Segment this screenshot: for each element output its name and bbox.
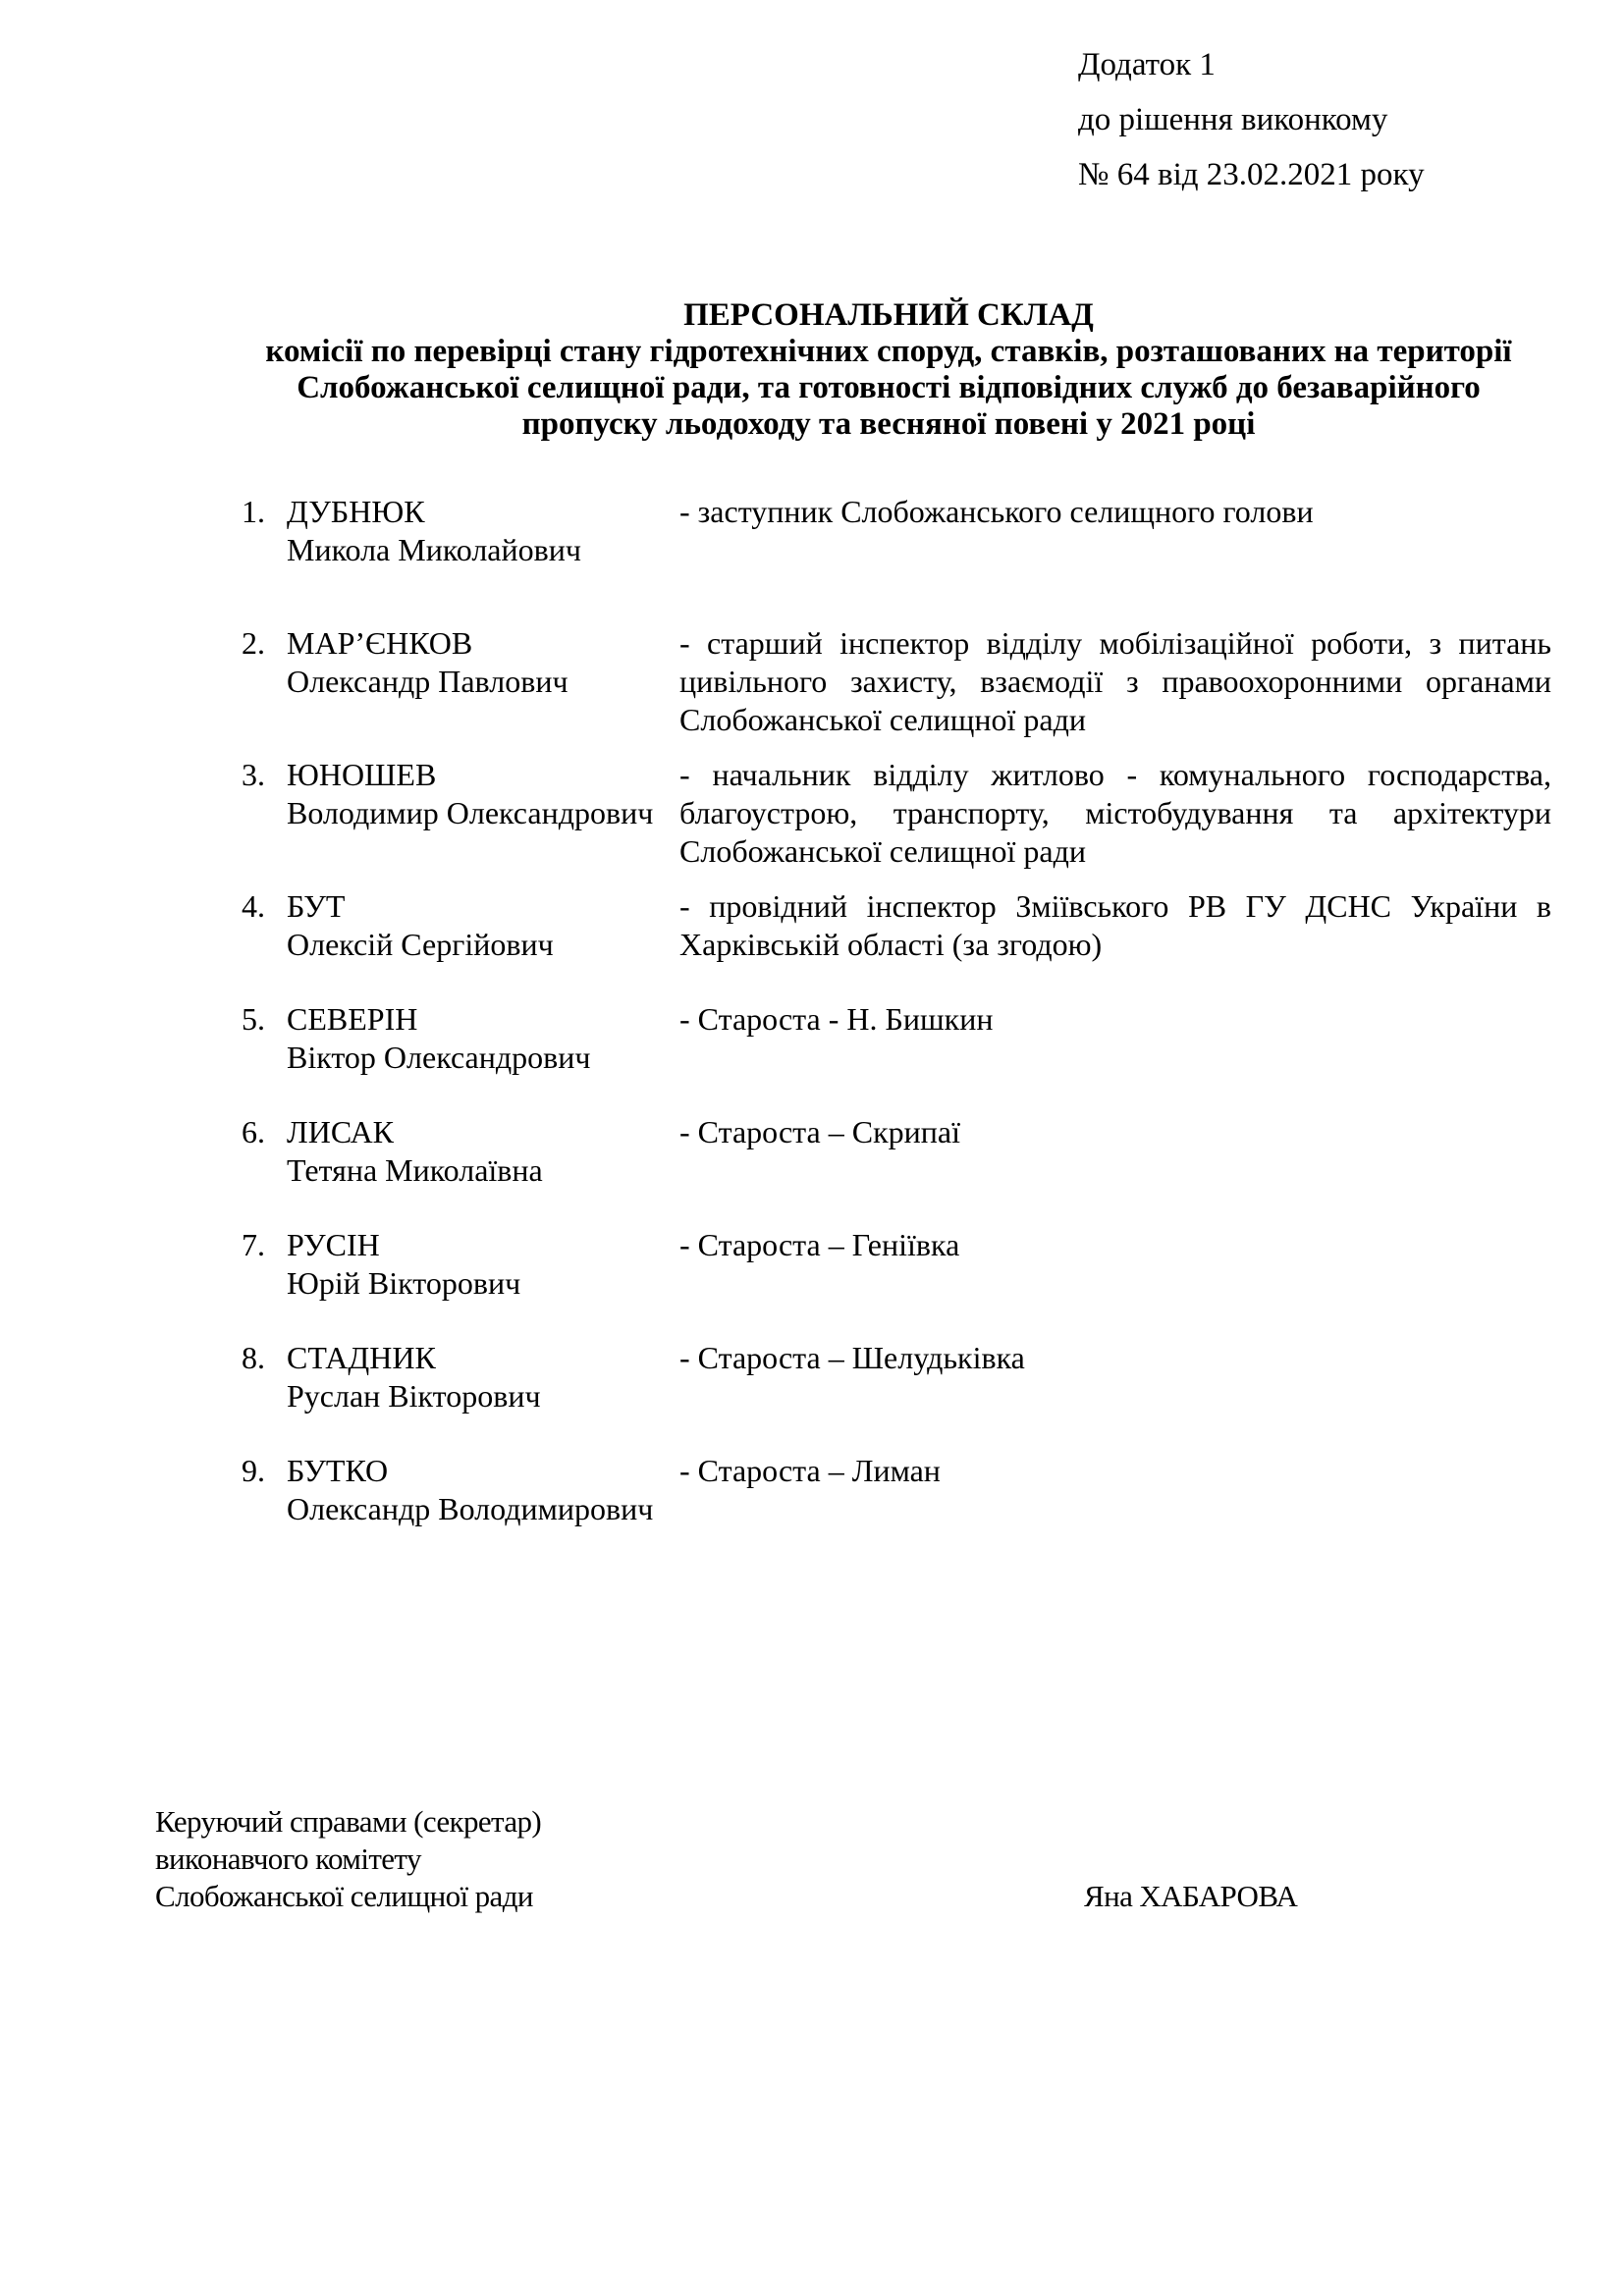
member-role: - Староста – Скрипаї: [679, 1114, 960, 1149]
annex-line-2: до рішення виконкому: [1078, 102, 1388, 137]
member-name: [287, 887, 699, 964]
member-given-name: Руслан Вікторович: [287, 1378, 541, 1414]
document-heading: [226, 297, 1551, 443]
member-name: [287, 624, 699, 701]
member-given-name: Микола Миколайович: [287, 532, 581, 567]
heading-title: ПЕРСОНАЛЬНИЙ СКЛАД: [683, 297, 1094, 333]
member-given-name: Олександр Володимирович: [287, 1491, 654, 1526]
member-role: - начальник відділу житлово - комунального господарства, благоустрою, транспорту, містобудування та архітектури Слобожанської селищної ради: [679, 757, 1551, 869]
member-role: - Староста – Лиман: [679, 1453, 941, 1488]
signature-line-2: виконавчого комітету: [155, 1842, 421, 1876]
signature-position: [155, 1803, 541, 1915]
signature-line-3: Слобожанської селищної ради: [155, 1879, 533, 1913]
member-surname: ДУБНЮК: [287, 494, 425, 529]
member-given-name: Олександр Павлович: [287, 664, 568, 699]
heading-line-2: Слобожанської селищної ради, та готовності відповідних служб до безаварійного: [297, 370, 1481, 405]
member-number: 4.: [242, 888, 265, 924]
member-role: - старший інспектор відділу мобілізаційної роботи, з питань цивільного захисту, взаємодії з правоохоронними органами Слобожанської селищної ради: [679, 625, 1551, 737]
member-name: [287, 493, 699, 569]
member-role: - Староста – Шелудьківка: [679, 1340, 1025, 1375]
member-given-name: Олексій Сергійович: [287, 927, 554, 962]
member-surname: РУСІН: [287, 1227, 380, 1262]
annex-line-1: Додаток 1: [1078, 47, 1216, 82]
member-number: 5.: [242, 1001, 265, 1037]
member-name: [287, 1339, 699, 1415]
member-role: - заступник Слобожанського селищного голови: [679, 494, 1314, 529]
member-surname: БУТ: [287, 888, 346, 924]
heading-line-1: комісії по перевірці стану гідротехнічних споруд, ставків, розташованих на території: [265, 334, 1512, 369]
member-surname: БУТКО: [287, 1453, 389, 1488]
member-number: 7.: [242, 1227, 265, 1262]
member-number: 1.: [242, 494, 265, 529]
member-role: - Староста – Геніївка: [679, 1227, 960, 1262]
member-number: 8.: [242, 1340, 265, 1375]
member-surname: ЮНОШЕВ: [287, 757, 437, 792]
member-role: - Староста - Н. Бишкин: [679, 1001, 994, 1037]
member-surname: СЕВЕРІН: [287, 1001, 418, 1037]
member-surname: МАР’ЄНКОВ: [287, 625, 473, 661]
member-number: 9.: [242, 1453, 265, 1488]
member-number: 3.: [242, 757, 265, 792]
signature-line-1: Керуючий справами (секретар): [155, 1804, 542, 1839]
heading-line-3: пропуску льодоходу та весняної повені у 2021 році: [521, 406, 1256, 442]
member-surname: ЛИСАК: [287, 1114, 395, 1149]
member-number: 2.: [242, 625, 265, 661]
member-number: 6.: [242, 1114, 265, 1149]
member-given-name: Віктор Олександрович: [287, 1040, 591, 1075]
member-name: [287, 1452, 699, 1528]
member-given-name: Володимир Олександрович: [287, 795, 654, 830]
member-name: [287, 1000, 699, 1077]
member-name: [287, 756, 699, 832]
member-name: [287, 1113, 699, 1190]
annex-line-3: № 64 від 23.02.2021 року: [1078, 157, 1425, 192]
member-role: - провідний інспектор Зміївського РВ ГУ ДСНС України в Харківській області (за згодою): [679, 888, 1551, 962]
annex-block: [1078, 37, 1425, 202]
member-name: [287, 1226, 699, 1303]
signatory-name: Яна ХАБАРОВА: [1084, 1879, 1298, 1913]
member-surname: СТАДНИК: [287, 1340, 436, 1375]
member-given-name: Тетяна Миколаївна: [287, 1152, 543, 1188]
member-given-name: Юрій Вікторович: [287, 1265, 521, 1301]
